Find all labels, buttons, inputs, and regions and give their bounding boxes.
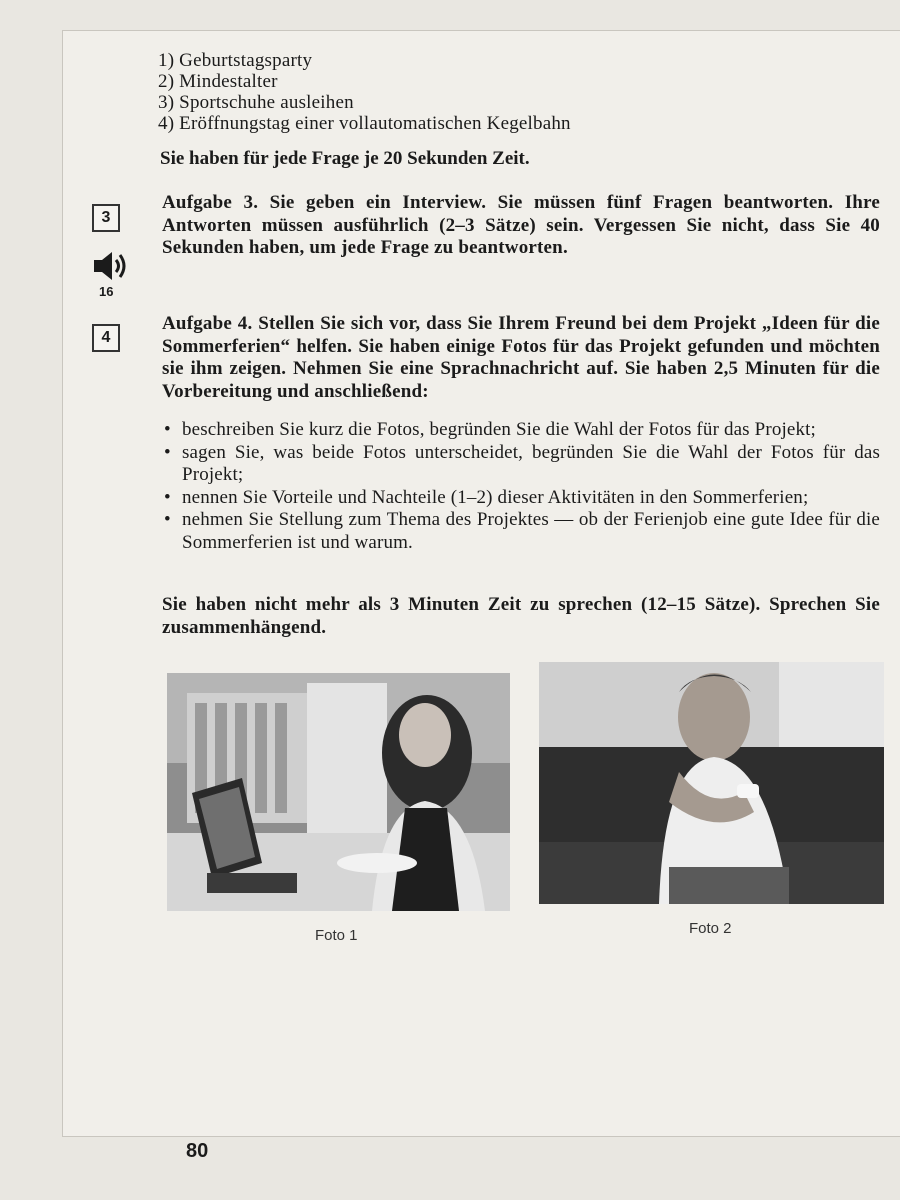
topic-item: 1) Geburtstagsparty — [158, 50, 313, 71]
task-4-number: 4 — [92, 324, 120, 352]
bullet-item: • beschreiben Sie kurz die Fotos, begründen Sie die Wahl der Fotos für das Projekt; — [164, 419, 880, 442]
bullet-item: • nehmen Sie Stellung zum Thema des Projektes — ob der Ferienjob eine gute Idee für die Sommerferien ist und warum. — [164, 509, 880, 554]
topic-item: 3) Sportschuhe ausleihen — [158, 92, 354, 113]
time-note: Sie haben für jede Frage je 20 Sekunden Zeit. — [160, 148, 530, 169]
bullet-item: • nennen Sie Vorteile und Nachteile (1–2) dieser Aktivitäten in den Sommerferien; — [164, 487, 880, 510]
audio-track-number: 16 — [99, 284, 114, 299]
photo-2 — [539, 662, 884, 904]
speaker-icon[interactable] — [90, 246, 130, 286]
topic-item: 2) Mindestalter — [158, 71, 278, 92]
task-4-closing: Sie haben nicht mehr als 3 Minuten Zeit zu sprechen (12–15 Sätze). Sprechen Sie zusammenhängend. — [162, 594, 880, 638]
task-4-bullet-list — [164, 419, 880, 554]
task-3-text: Aufgabe 3. Sie geben ein Interview. Sie müssen fünf Fragen beantworten. Ihre Antworten müssen ausführlich (2–3 Sätze) sein. Vergessen Sie nicht, dass Sie 40 Sekunden haben, um jede Frage zu beantworten. — [162, 192, 880, 258]
photo-1 — [167, 673, 510, 911]
topic-item: 4) Eröffnungstag einer vollautomatischen Kegelbahn — [158, 113, 571, 134]
photo-2-caption: Foto 2 — [689, 920, 732, 937]
photo-1-caption: Foto 1 — [315, 927, 358, 944]
bullet-item: • sagen Sie, was beide Fotos unterscheidet, begründen Sie die Wahl der Fotos für das Projekt; — [164, 442, 880, 487]
task-3-number: 3 — [92, 204, 120, 232]
task-4-intro: Aufgabe 4. Stellen Sie sich vor, dass Sie Ihrem Freund bei dem Projekt „Ideen für die Sommerferien“ helfen. Sie haben einige Fotos für das Projekt gefunden und möchten sie ihm zeigen. Nehmen Sie eine Sprachnachricht auf. Sie haben 2,5 Minuten für die Vorbereitung und anschließend: — [162, 313, 880, 402]
topic-list — [158, 50, 571, 134]
page-number: 80 — [186, 1140, 209, 1162]
